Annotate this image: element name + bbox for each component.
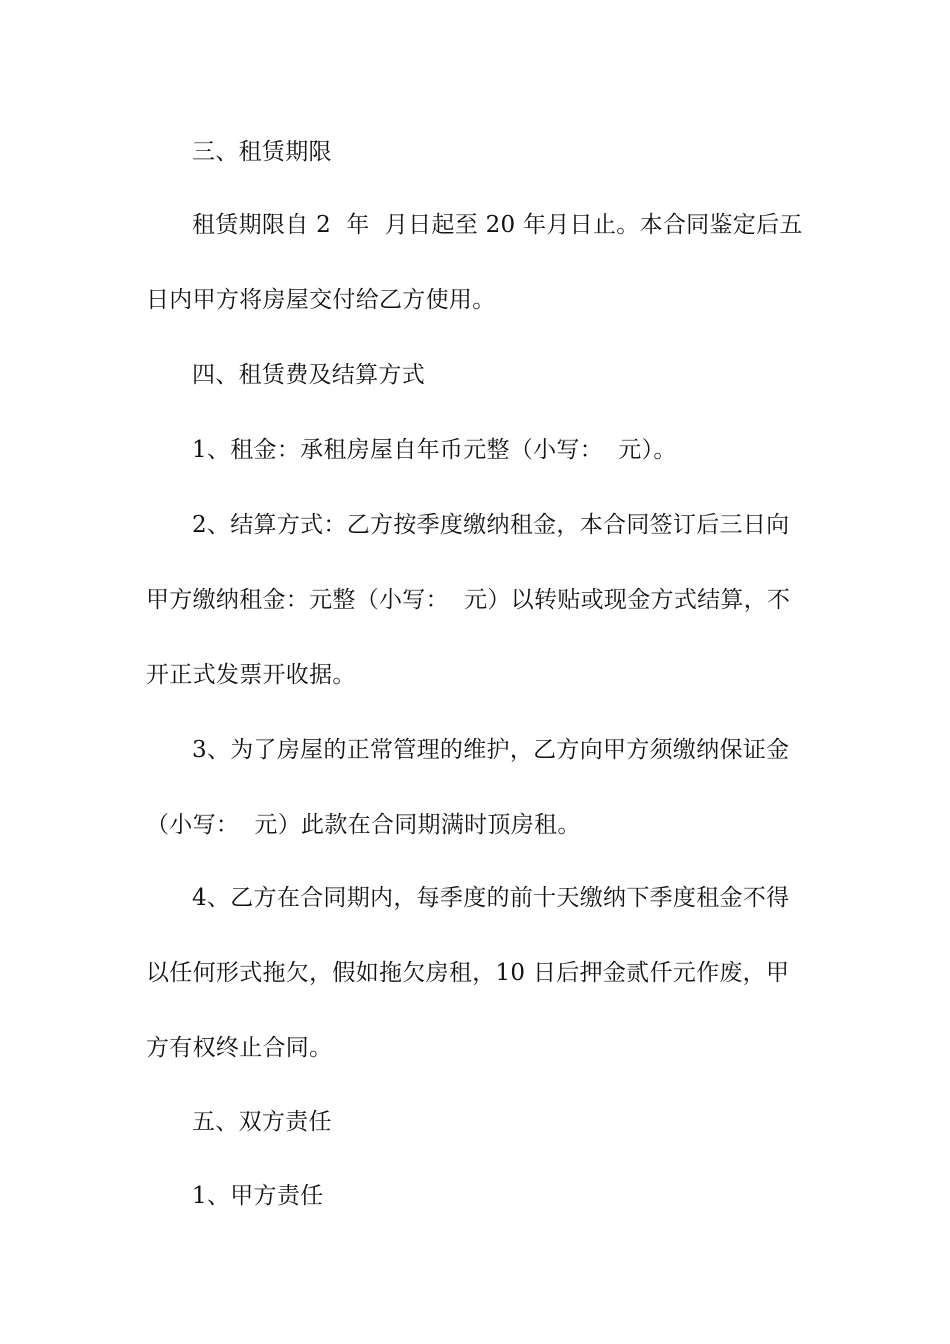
paragraph-line: （小写： 元）此款在合同期满时顶房租。 — [146, 812, 581, 838]
paragraph-line: 方有权终止合同。 — [146, 1035, 333, 1061]
paragraph-line: 日内甲方将房屋交付给乙方使用。 — [146, 287, 496, 313]
paragraph-line: 租赁期限自 2 年 月日起至 20 年月日止。本合同鉴定后五 — [192, 212, 803, 238]
paragraph-line: 3、为了房屋的正常管理的维护，乙方向甲方须缴纳保证金 — [192, 737, 790, 763]
paragraph-line: 2、结算方式：乙方按季度缴纳租金，本合同签订后三日向 — [192, 512, 790, 538]
section-heading-lease-term: 三、租赁期限 — [192, 139, 332, 165]
section-heading-responsibilities: 五、双方责任 — [192, 1109, 332, 1135]
section-heading-rent-settlement: 四、租赁费及结算方式 — [192, 362, 425, 388]
paragraph-line: 以任何形式拖欠，假如拖欠房租，10 日后押金贰仟元作废，甲 — [146, 960, 790, 986]
paragraph-line: 甲方缴纳租金：元整（小写： 元）以转贴或现金方式结算，不 — [146, 587, 791, 613]
paragraph-line: 开正式发票开收据。 — [146, 662, 356, 688]
paragraph-line: 4、乙方在合同期内，每季度的前十天缴纳下季度租金不得 — [192, 885, 790, 911]
subsection-heading-party-a: 1、甲方责任 — [192, 1183, 324, 1209]
paragraph-line: 1、租金：承租房屋自年币元整（小写： 元）。 — [192, 437, 677, 463]
